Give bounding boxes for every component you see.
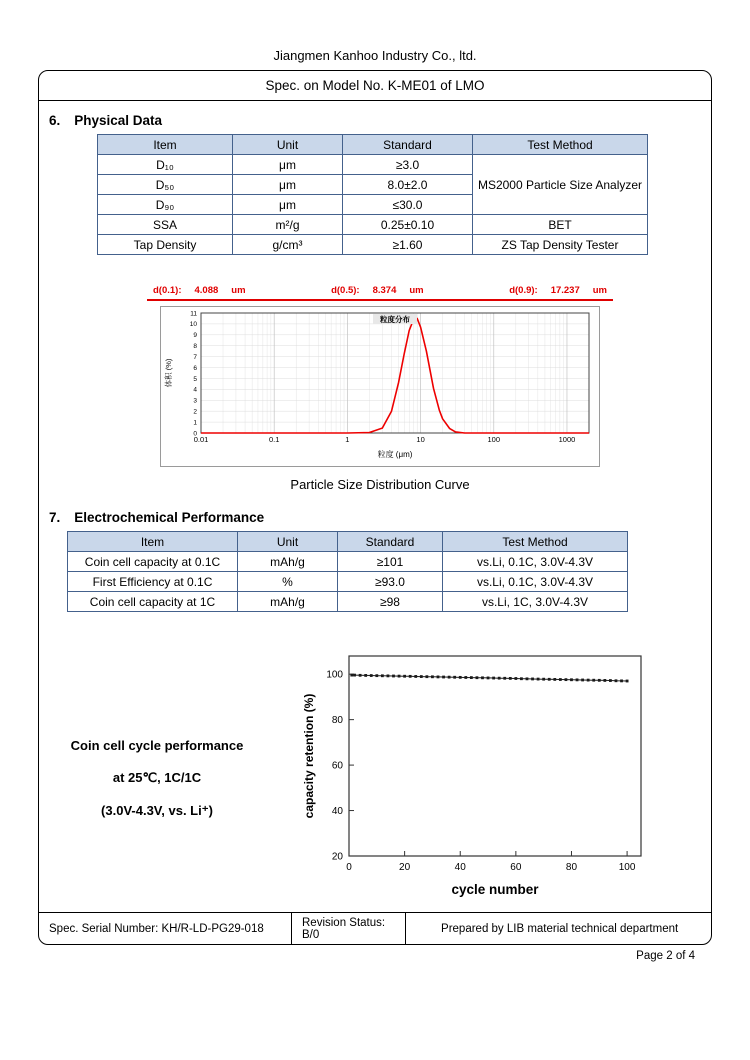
cell-unit: g/cm³: [233, 235, 343, 255]
particle-size-chart: [161, 307, 597, 461]
cell-unit: μm: [233, 155, 343, 175]
psd-red-divider: [147, 299, 613, 301]
svg-text:80: 80: [331, 715, 343, 727]
section-title: Electrochemical Performance: [74, 510, 265, 525]
cell-unit: mAh/g: [238, 592, 338, 612]
cell-unit: %: [238, 572, 338, 592]
cell-item: D₅₀: [98, 175, 233, 195]
company-name: Jiangmen Kanhoo Industry Co., ltd.: [273, 48, 477, 63]
col-item: Item: [68, 532, 238, 552]
svg-text:1: 1: [193, 419, 197, 427]
cell-method: vs.Li, 0.1C, 3.0V-4.3V: [443, 572, 628, 592]
col-method: Test Method: [443, 532, 628, 552]
cell-method: BET: [473, 215, 648, 235]
cell-unit: μm: [233, 195, 343, 215]
section-physical-heading: [49, 113, 703, 128]
cycle-performance-section: [47, 646, 703, 907]
cell-standard: ≥3.0: [343, 155, 473, 175]
stat-value: 8.374: [372, 285, 397, 296]
cell-standard: ≥93.0: [338, 572, 443, 592]
cell-item: Tap Density: [98, 235, 233, 255]
svg-text:0: 0: [193, 430, 197, 438]
psd-caption: Particle Size Distribution Curve: [290, 477, 470, 492]
col-item: Item: [98, 135, 233, 155]
stat-unit: um: [592, 285, 607, 296]
spec-title: Spec. on Model No. K-ME01 of LMO: [39, 71, 711, 101]
psd-stat-d50: [331, 285, 424, 296]
cell-item: Coin cell capacity at 0.1C: [68, 552, 238, 572]
svg-text:20: 20: [399, 862, 411, 873]
svg-text:1: 1: [345, 435, 350, 444]
svg-text:100: 100: [326, 669, 343, 681]
svg-text:7: 7: [193, 353, 197, 361]
svg-text:40: 40: [454, 862, 466, 873]
table-row: [68, 552, 628, 572]
stat-label: d(0.5):: [331, 285, 360, 296]
cycle-chart-frame: [299, 646, 651, 907]
svg-text:6: 6: [193, 364, 197, 372]
cycle-description: [47, 646, 267, 907]
svg-text:粒度分布: 粒度分布: [380, 315, 410, 324]
cell-unit: μm: [233, 175, 343, 195]
svg-text:体积 (%): 体积 (%): [164, 358, 173, 388]
footer-row: [39, 912, 711, 944]
svg-text:100: 100: [487, 435, 501, 444]
cycle-chart: [299, 646, 651, 902]
cell-unit: mAh/g: [238, 552, 338, 572]
svg-text:60: 60: [510, 862, 522, 873]
table-row: [68, 592, 628, 612]
svg-text:10: 10: [416, 435, 425, 444]
psd-stats-row: [147, 285, 613, 299]
svg-text:8: 8: [193, 343, 197, 351]
table-row: [98, 235, 648, 255]
svg-text:粒度 (μm): 粒度 (μm): [377, 450, 413, 459]
table-header-row: [68, 532, 628, 552]
cell-item: D₉₀: [98, 195, 233, 215]
svg-text:0.1: 0.1: [268, 435, 280, 444]
cell-item: D₁₀: [98, 155, 233, 175]
table-row: [98, 155, 648, 175]
svg-text:80: 80: [565, 862, 578, 873]
footer-prepared: Prepared by LIB material technical department: [405, 913, 711, 944]
svg-text:capacity retention (%): capacity retention (%): [302, 693, 316, 819]
cell-unit: m²/g: [233, 215, 343, 235]
stat-label: d(0.1):: [153, 285, 182, 296]
svg-text:cycle number: cycle number: [451, 882, 539, 897]
particle-size-block: [147, 285, 613, 492]
stat-label: d(0.9):: [509, 285, 538, 296]
svg-text:1000: 1000: [558, 435, 576, 444]
svg-text:2: 2: [193, 408, 197, 416]
stat-unit: um: [409, 285, 424, 296]
cell-item: Coin cell capacity at 1C: [68, 592, 238, 612]
page-number: Page 2 of 4: [636, 950, 695, 962]
cell-item: SSA: [98, 215, 233, 235]
electrochemical-table: [67, 531, 628, 612]
svg-text:40: 40: [331, 806, 343, 818]
cell-method: ZS Tap Density Tester: [473, 235, 648, 255]
svg-text:10: 10: [189, 321, 197, 329]
cell-item: First Efficiency at 0.1C: [68, 572, 238, 592]
cell-standard: ≥1.60: [343, 235, 473, 255]
svg-text:0.01: 0.01: [193, 435, 209, 444]
table-row: [68, 572, 628, 592]
cycle-text-line2: at 25℃, 1C/1C: [112, 770, 202, 785]
footer-serial: Spec. Serial Number: KH/R-LD-PG29-018: [49, 922, 264, 935]
cell-standard: ≥98: [338, 592, 443, 612]
cell-standard: 8.0±2.0: [343, 175, 473, 195]
svg-text:9: 9: [193, 332, 197, 340]
table-header-row: [98, 135, 648, 155]
col-standard: Standard: [343, 135, 473, 155]
psd-stat-d10: [153, 285, 246, 296]
document-body: [39, 101, 711, 912]
document-frame: [38, 70, 712, 945]
stat-value: 17.237: [550, 285, 580, 296]
svg-text:5: 5: [193, 375, 197, 383]
stat-unit: um: [231, 285, 246, 296]
cell-method: vs.Li, 1C, 3.0V-4.3V: [443, 592, 628, 612]
section-number: 7.: [49, 510, 61, 525]
psd-stat-d90: [509, 285, 607, 296]
cell-method: vs.Li, 0.1C, 3.0V-4.3V: [443, 552, 628, 572]
col-standard: Standard: [338, 532, 443, 552]
svg-text:20: 20: [331, 851, 343, 863]
table-row: [98, 215, 648, 235]
svg-text:11: 11: [190, 310, 197, 318]
cycle-text-line1: Coin cell cycle performance: [70, 738, 244, 753]
section-title: Physical Data: [74, 113, 163, 128]
footer-revision: Revision Status: B/0: [291, 913, 405, 944]
col-method: Test Method: [473, 135, 648, 155]
col-unit: Unit: [238, 532, 338, 552]
psd-chart-frame: [160, 306, 600, 467]
svg-text:3: 3: [193, 397, 197, 405]
svg-text:60: 60: [331, 760, 343, 772]
stat-value: 4.088: [194, 285, 219, 296]
cell-standard: ≤30.0: [343, 195, 473, 215]
col-unit: Unit: [233, 135, 343, 155]
cell-method: MS2000 Particle Size Analyzer: [473, 155, 648, 215]
section-number: 6.: [49, 113, 61, 128]
section-electro-heading: [49, 510, 703, 525]
svg-text:4: 4: [193, 386, 197, 394]
cell-standard: ≥101: [338, 552, 443, 572]
physical-data-table: [97, 134, 648, 255]
cell-standard: 0.25±0.10: [343, 215, 473, 235]
svg-text:0: 0: [346, 862, 352, 873]
svg-text:100: 100: [618, 862, 636, 873]
cycle-text-line3: (3.0V-4.3V, vs. Li⁺): [101, 803, 213, 818]
